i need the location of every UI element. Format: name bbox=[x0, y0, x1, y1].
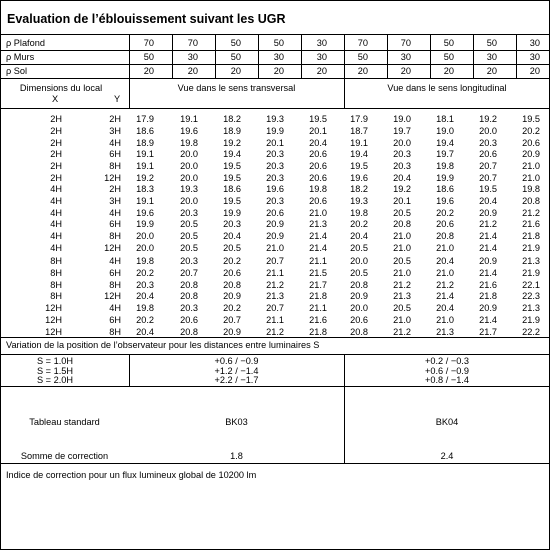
reflectance-value: 50 bbox=[486, 38, 497, 48]
ugr-value: 21.3 bbox=[309, 219, 327, 230]
reflectance-value: 30 bbox=[400, 52, 411, 62]
ugr-value: 18.6 bbox=[136, 125, 154, 136]
ugr-value: 20.6 bbox=[223, 267, 241, 278]
ugr-value: 19.5 bbox=[223, 173, 241, 183]
reflectance-value: 20 bbox=[529, 66, 540, 76]
ugr-value: 20.7 bbox=[180, 267, 198, 278]
ugr-value: 20.5 bbox=[223, 243, 241, 253]
ugr-value: 21.0 bbox=[309, 207, 327, 218]
reflectance-label: ρ Murs bbox=[6, 52, 35, 62]
table-row-y: 8H bbox=[109, 231, 121, 242]
ugr-value: 20.3 bbox=[266, 195, 284, 206]
ugr-value: 18.1 bbox=[436, 114, 454, 124]
ugr-value: 19.5 bbox=[223, 161, 241, 172]
reflectance-value: 20 bbox=[357, 66, 368, 76]
ugr-value: 19.9 bbox=[436, 173, 454, 183]
ugr-value: 20.3 bbox=[266, 173, 284, 183]
ugr-value: 21.4 bbox=[479, 314, 497, 325]
footnote: Indice de correction pour un flux lumineux global de 10200 lm bbox=[6, 470, 257, 480]
ugr-value: 19.1 bbox=[350, 137, 368, 148]
rule-line bbox=[0, 354, 550, 355]
ugr-value: 20.0 bbox=[180, 149, 198, 160]
table-row-x: 4H bbox=[50, 207, 62, 218]
variation-longitudinal: +0.6 / −0.9 bbox=[425, 365, 469, 376]
table-row-x: 4H bbox=[50, 195, 62, 206]
ugr-value: 20.5 bbox=[393, 207, 411, 218]
ugr-value: 20.4 bbox=[350, 231, 368, 242]
table-row-x: 4H bbox=[50, 184, 62, 194]
table-row-y: 8H bbox=[109, 279, 121, 290]
ugr-value: 22.3 bbox=[522, 291, 540, 302]
rule-line bbox=[0, 463, 550, 464]
ugr-value: 20.9 bbox=[350, 291, 368, 302]
ugr-value: 20.6 bbox=[479, 149, 497, 160]
table-row-y: 12H bbox=[104, 291, 121, 302]
ugr-value: 21.0 bbox=[522, 161, 540, 172]
ugr-value: 20.3 bbox=[136, 279, 154, 290]
ugr-value: 19.3 bbox=[350, 195, 368, 206]
ugr-value: 18.2 bbox=[350, 184, 368, 194]
ugr-value: 21.4 bbox=[479, 267, 497, 278]
ugr-value: 20.2 bbox=[350, 219, 368, 230]
ugr-value: 21.1 bbox=[266, 314, 284, 325]
ugr-value: 19.8 bbox=[180, 137, 198, 148]
ugr-value: 21.3 bbox=[436, 326, 454, 337]
ugr-value: 19.2 bbox=[393, 184, 411, 194]
ugr-value: 20.6 bbox=[350, 314, 368, 325]
ugr-value: 20.0 bbox=[350, 303, 368, 313]
table-row-x: 2H bbox=[50, 149, 62, 160]
table-row-y: 4H bbox=[109, 256, 121, 266]
table-row-y: 6H bbox=[109, 314, 121, 325]
ugr-value: 17.9 bbox=[350, 114, 368, 124]
table-row-x: 8H bbox=[50, 279, 62, 290]
ugr-value: 20.2 bbox=[522, 125, 540, 136]
ugr-value: 19.1 bbox=[136, 161, 154, 172]
table-row-y: 2H bbox=[109, 114, 121, 124]
reflectance-value: 70 bbox=[143, 38, 154, 48]
reflectance-value: 20 bbox=[316, 66, 327, 76]
ugr-value: 20.0 bbox=[180, 173, 198, 183]
ugr-value: 21.2 bbox=[436, 279, 454, 290]
ugr-value: 20.9 bbox=[223, 326, 241, 337]
ugr-value: 21.9 bbox=[522, 243, 540, 253]
ugr-value: 21.1 bbox=[309, 303, 327, 313]
ugr-value: 19.1 bbox=[136, 149, 154, 160]
reflectance-value: 30 bbox=[529, 52, 540, 62]
rule-line bbox=[0, 78, 550, 79]
ugr-value: 20.3 bbox=[180, 207, 198, 218]
ugr-value: 20.2 bbox=[223, 256, 241, 266]
ugr-value: 20.1 bbox=[266, 137, 284, 148]
ugr-value: 19.0 bbox=[393, 114, 411, 124]
ugr-value: 20.5 bbox=[180, 219, 198, 230]
reflectance-value: 20 bbox=[187, 66, 198, 76]
ugr-value: 21.0 bbox=[393, 267, 411, 278]
ugr-value: 20.7 bbox=[266, 256, 284, 266]
ugr-value: 20.3 bbox=[479, 137, 497, 148]
variation-s-label: S = 2.0H bbox=[36, 375, 73, 385]
table-row-y: 3H bbox=[109, 195, 121, 206]
standard-longitudinal: BK04 bbox=[435, 417, 459, 427]
ugr-value: 20.8 bbox=[223, 279, 241, 290]
table-row-x: 4H bbox=[50, 219, 62, 230]
ugr-value: 19.7 bbox=[393, 125, 411, 136]
ugr-value: 21.2 bbox=[266, 279, 284, 290]
ugr-value: 21.0 bbox=[393, 231, 411, 242]
ugr-value: 19.6 bbox=[266, 184, 284, 194]
ugr-value: 20.8 bbox=[436, 231, 454, 242]
ugr-value: 20.5 bbox=[180, 243, 198, 253]
ugr-value: 20.4 bbox=[436, 303, 454, 313]
ugr-value: 18.6 bbox=[436, 184, 454, 194]
rule-line bbox=[0, 108, 550, 109]
dimensions-header: Dimensions du local bbox=[19, 83, 103, 93]
ugr-value: 21.2 bbox=[393, 279, 411, 290]
variation-transverse: +2.2 / −1.7 bbox=[214, 375, 259, 385]
ugr-value: 20.6 bbox=[309, 161, 327, 172]
table-row-x: 2H bbox=[50, 137, 62, 148]
reflectance-value: 50 bbox=[443, 38, 454, 48]
ugr-value: 20.8 bbox=[350, 326, 368, 337]
ugr-value: 19.5 bbox=[479, 184, 497, 194]
reflectance-value: 30 bbox=[316, 52, 327, 62]
reflectance-value: 70 bbox=[187, 38, 198, 48]
ugr-value: 21.0 bbox=[393, 243, 411, 253]
table-row-x: 2H bbox=[50, 173, 62, 183]
variation-caption: Variation de la position de l’observateur pour les distances entre luminaires S bbox=[6, 340, 320, 350]
table-row-y: 6H bbox=[109, 267, 121, 278]
ugr-value: 20.6 bbox=[266, 207, 284, 218]
ugr-value: 20.4 bbox=[136, 326, 154, 337]
ugr-value: 20.0 bbox=[180, 195, 198, 206]
ugr-value: 20.9 bbox=[479, 303, 497, 313]
ugr-value: 20.3 bbox=[223, 219, 241, 230]
ugr-value: 21.8 bbox=[522, 231, 540, 242]
ugr-value: 20.0 bbox=[136, 231, 154, 242]
reflectance-value: 20 bbox=[143, 66, 154, 76]
ugr-value: 19.1 bbox=[180, 114, 198, 124]
rule-line bbox=[0, 386, 550, 387]
ugr-value: 20.8 bbox=[350, 279, 368, 290]
transverse-header: Vue dans le sens transversal bbox=[177, 83, 296, 93]
ugr-value: 21.8 bbox=[309, 291, 327, 302]
ugr-value: 21.3 bbox=[393, 291, 411, 302]
table-row-x: 2H bbox=[50, 125, 62, 136]
reflectance-value: 20 bbox=[400, 66, 411, 76]
ugr-value: 20.5 bbox=[350, 267, 368, 278]
ugr-value: 21.2 bbox=[479, 219, 497, 230]
ugr-value: 21.2 bbox=[393, 326, 411, 337]
ugr-value: 21.8 bbox=[309, 326, 327, 337]
ugr-value: 19.6 bbox=[436, 195, 454, 206]
ugr-value: 21.8 bbox=[479, 291, 497, 302]
ugr-value: 20.2 bbox=[136, 314, 154, 325]
rule-line bbox=[0, 34, 550, 35]
ugr-value: 21.4 bbox=[436, 291, 454, 302]
y-axis-label: Y bbox=[114, 94, 121, 104]
ugr-value: 19.5 bbox=[309, 114, 327, 124]
ugr-value: 21.3 bbox=[266, 291, 284, 302]
ugr-value: 20.4 bbox=[136, 291, 154, 302]
ugr-value: 21.1 bbox=[266, 267, 284, 278]
reflectance-value: 20 bbox=[273, 66, 284, 76]
ugr-value: 19.2 bbox=[223, 137, 241, 148]
ugr-value: 19.9 bbox=[266, 125, 284, 136]
ugr-value: 20.2 bbox=[136, 267, 154, 278]
table-row-x: 12H bbox=[45, 303, 62, 313]
ugr-value: 20.2 bbox=[436, 207, 454, 218]
ugr-value: 19.5 bbox=[223, 195, 241, 206]
ugr-value: 20.1 bbox=[393, 195, 411, 206]
ugr-value: 20.1 bbox=[309, 125, 327, 136]
ugr-value: 20.3 bbox=[393, 161, 411, 172]
reflectance-value: 20 bbox=[443, 66, 454, 76]
standard-transverse: BK03 bbox=[225, 417, 248, 427]
ugr-value: 21.0 bbox=[522, 173, 540, 183]
rule-line bbox=[0, 64, 550, 65]
ugr-value: 21.3 bbox=[522, 256, 540, 266]
ugr-value: 20.7 bbox=[223, 314, 241, 325]
ugr-value: 20.2 bbox=[223, 303, 241, 313]
ugr-value: 21.4 bbox=[479, 243, 497, 253]
ugr-value: 19.1 bbox=[136, 195, 154, 206]
reflectance-value: 50 bbox=[143, 52, 154, 62]
longitudinal-header: Vue dans le sens longitudinal bbox=[387, 83, 507, 93]
ugr-value: 20.8 bbox=[180, 291, 198, 302]
table-row-y: 3H bbox=[109, 125, 121, 136]
ugr-value: 18.9 bbox=[136, 137, 154, 148]
ugr-value: 20.8 bbox=[393, 219, 411, 230]
ugr-value: 20.3 bbox=[266, 161, 284, 172]
ugr-value: 21.3 bbox=[522, 303, 540, 313]
ugr-value: 20.8 bbox=[180, 326, 198, 337]
table-row-y: 6H bbox=[109, 149, 121, 160]
reflectance-value: 50 bbox=[357, 52, 368, 62]
ugr-value: 21.4 bbox=[309, 243, 327, 253]
ugr-value: 18.3 bbox=[136, 184, 154, 194]
reflectance-value: 30 bbox=[486, 52, 497, 62]
ugr-value: 19.6 bbox=[136, 207, 154, 218]
ugr-value: 21.7 bbox=[309, 279, 327, 290]
table-row-x: 4H bbox=[50, 243, 62, 253]
reflectance-value: 30 bbox=[187, 52, 198, 62]
ugr-value: 19.4 bbox=[223, 149, 241, 160]
table-row-x: 8H bbox=[50, 256, 62, 266]
ugr-value: 17.9 bbox=[136, 114, 154, 124]
table-row-x: 12H bbox=[45, 314, 62, 325]
variation-s-label: S = 1.0H bbox=[36, 356, 73, 366]
ugr-value: 19.6 bbox=[350, 173, 368, 183]
rule-line bbox=[0, 337, 550, 338]
ugr-value: 21.0 bbox=[436, 243, 454, 253]
reflectance-value: 50 bbox=[230, 38, 241, 48]
ugr-value: 20.6 bbox=[522, 137, 540, 148]
ugr-value: 19.8 bbox=[350, 207, 368, 218]
ugr-value: 20.0 bbox=[479, 125, 497, 136]
table-row-y: 12H bbox=[104, 173, 121, 183]
table-row-y: 4H bbox=[109, 207, 121, 218]
ugr-value: 18.2 bbox=[223, 114, 241, 124]
ugr-value: 22.1 bbox=[522, 279, 540, 290]
ugr-value: 21.6 bbox=[522, 219, 540, 230]
reflectance-label: ρ Plafond bbox=[6, 38, 45, 48]
table-row-x: 2H bbox=[50, 161, 62, 172]
correction-longitudinal: 2.4 bbox=[440, 451, 454, 461]
ugr-value: 20.6 bbox=[309, 173, 327, 183]
table-row-x: 2H bbox=[50, 114, 62, 124]
ugr-value: 20.5 bbox=[393, 256, 411, 266]
ugr-value: 19.3 bbox=[266, 114, 284, 124]
ugr-value: 19.2 bbox=[479, 114, 497, 124]
table-row-y: 6H bbox=[109, 219, 121, 230]
table-row-y: 12H bbox=[104, 243, 121, 253]
ugr-value: 19.8 bbox=[436, 161, 454, 172]
ugr-value: 20.4 bbox=[309, 137, 327, 148]
reflectance-value: 30 bbox=[529, 38, 540, 48]
ugr-value: 20.6 bbox=[309, 195, 327, 206]
reflectance-value: 50 bbox=[443, 52, 454, 62]
ugr-value: 19.5 bbox=[350, 161, 368, 172]
correction-transverse: 1.8 bbox=[230, 451, 243, 461]
table-row-y: 4H bbox=[109, 303, 121, 313]
ugr-value: 20.5 bbox=[180, 231, 198, 242]
ugr-value: 19.3 bbox=[180, 184, 198, 194]
ugr-value: 21.4 bbox=[479, 231, 497, 242]
table-row-x: 12H bbox=[45, 326, 62, 337]
ugr-value: 20.3 bbox=[393, 149, 411, 160]
ugr-value: 19.2 bbox=[136, 173, 154, 183]
ugr-value: 20.9 bbox=[266, 219, 284, 230]
ugr-value: 22.2 bbox=[522, 326, 540, 337]
ugr-value: 20.6 bbox=[436, 219, 454, 230]
ugr-value: 20.0 bbox=[350, 256, 368, 266]
variation-s-label: S = 1.5H bbox=[36, 365, 73, 376]
table-row-y: 4H bbox=[109, 137, 121, 148]
table-row-y: 8H bbox=[109, 161, 121, 172]
ugr-value: 20.7 bbox=[479, 161, 497, 172]
ugr-value: 21.7 bbox=[479, 326, 497, 337]
ugr-value: 21.9 bbox=[522, 314, 540, 325]
ugr-value: 21.2 bbox=[266, 326, 284, 337]
ugr-value: 20.3 bbox=[266, 149, 284, 160]
ugr-value: 20.8 bbox=[522, 195, 540, 206]
ugr-value: 20.3 bbox=[180, 303, 198, 313]
reflectance-value: 70 bbox=[357, 38, 368, 48]
ugr-value: 21.0 bbox=[436, 314, 454, 325]
ugr-value: 21.4 bbox=[309, 231, 327, 242]
ugr-value: 21.5 bbox=[309, 267, 327, 278]
ugr-value: 20.5 bbox=[393, 303, 411, 313]
ugr-value: 19.8 bbox=[136, 256, 154, 266]
ugr-value: 18.6 bbox=[223, 184, 241, 194]
page-title: Evaluation de l’éblouissement suivant les UGR bbox=[7, 12, 286, 26]
correction-label: Somme de correction bbox=[20, 451, 109, 461]
reflectance-label: ρ Sol bbox=[6, 66, 28, 76]
ugr-value: 19.8 bbox=[309, 184, 327, 194]
reflectance-value: 30 bbox=[316, 38, 327, 48]
ugr-value: 18.9 bbox=[223, 125, 241, 136]
ugr-value: 19.8 bbox=[522, 184, 540, 194]
ugr-value: 20.7 bbox=[479, 173, 497, 183]
ugr-value: 21.1 bbox=[309, 256, 327, 266]
ugr-value: 21.9 bbox=[522, 267, 540, 278]
rule-line bbox=[0, 50, 550, 51]
table-row-y: 8H bbox=[109, 326, 121, 337]
ugr-value: 19.7 bbox=[436, 149, 454, 160]
ugr-value: 19.0 bbox=[436, 125, 454, 136]
table-row-y: 2H bbox=[109, 184, 121, 194]
ugr-value: 21.0 bbox=[266, 243, 284, 253]
variation-longitudinal: +0.8 / −1.4 bbox=[425, 375, 469, 385]
ugr-value: 19.9 bbox=[136, 219, 154, 230]
variation-longitudinal: +0.2 / −0.3 bbox=[425, 356, 469, 366]
reflectance-value: 70 bbox=[400, 38, 411, 48]
ugr-value: 20.4 bbox=[393, 173, 411, 183]
ugr-value: 21.0 bbox=[436, 267, 454, 278]
x-axis-label: X bbox=[52, 94, 59, 104]
ugr-value: 19.8 bbox=[136, 303, 154, 313]
ugr-value: 20.6 bbox=[309, 149, 327, 160]
ugr-value: 21.0 bbox=[393, 314, 411, 325]
ugr-value: 20.9 bbox=[266, 231, 284, 242]
ugr-value: 21.2 bbox=[522, 207, 540, 218]
ugr-value: 20.9 bbox=[522, 149, 540, 160]
ugr-value: 20.9 bbox=[479, 207, 497, 218]
reflectance-value: 20 bbox=[486, 66, 497, 76]
ugr-value: 19.9 bbox=[223, 207, 241, 218]
ugr-value: 19.6 bbox=[180, 125, 198, 136]
ugr-value: 20.0 bbox=[393, 137, 411, 148]
standard-label: Tableau standard bbox=[29, 417, 100, 427]
ugr-value: 20.3 bbox=[180, 256, 198, 266]
ugr-value: 21.6 bbox=[309, 314, 327, 325]
variation-transverse: +0.6 / −0.9 bbox=[214, 356, 259, 366]
ugr-value: 20.4 bbox=[436, 256, 454, 266]
ugr-value: 20.4 bbox=[479, 195, 497, 206]
ugr-value: 19.5 bbox=[522, 114, 540, 124]
ugr-value: 20.9 bbox=[223, 291, 241, 302]
ugr-value: 20.9 bbox=[479, 256, 497, 266]
table-row-x: 8H bbox=[50, 291, 62, 302]
reflectance-value: 30 bbox=[273, 52, 284, 62]
table-row-x: 8H bbox=[50, 267, 62, 278]
ugr-value: 19.4 bbox=[436, 137, 454, 148]
ugr-value: 19.4 bbox=[350, 149, 368, 160]
variation-transverse: +1.2 / −1.4 bbox=[214, 365, 259, 376]
table-row-x: 4H bbox=[50, 231, 62, 242]
reflectance-value: 50 bbox=[230, 52, 241, 62]
ugr-value: 20.0 bbox=[180, 161, 198, 172]
ugr-value: 20.4 bbox=[223, 231, 241, 242]
ugr-value: 18.7 bbox=[350, 125, 368, 136]
ugr-value: 20.6 bbox=[180, 314, 198, 325]
ugr-value: 20.0 bbox=[136, 243, 154, 253]
ugr-value: 20.7 bbox=[266, 303, 284, 313]
ugr-value: 20.8 bbox=[180, 279, 198, 290]
ugr-value: 21.6 bbox=[479, 279, 497, 290]
ugr-value: 20.5 bbox=[350, 243, 368, 253]
reflectance-value: 50 bbox=[273, 38, 284, 48]
reflectance-value: 20 bbox=[230, 66, 241, 76]
